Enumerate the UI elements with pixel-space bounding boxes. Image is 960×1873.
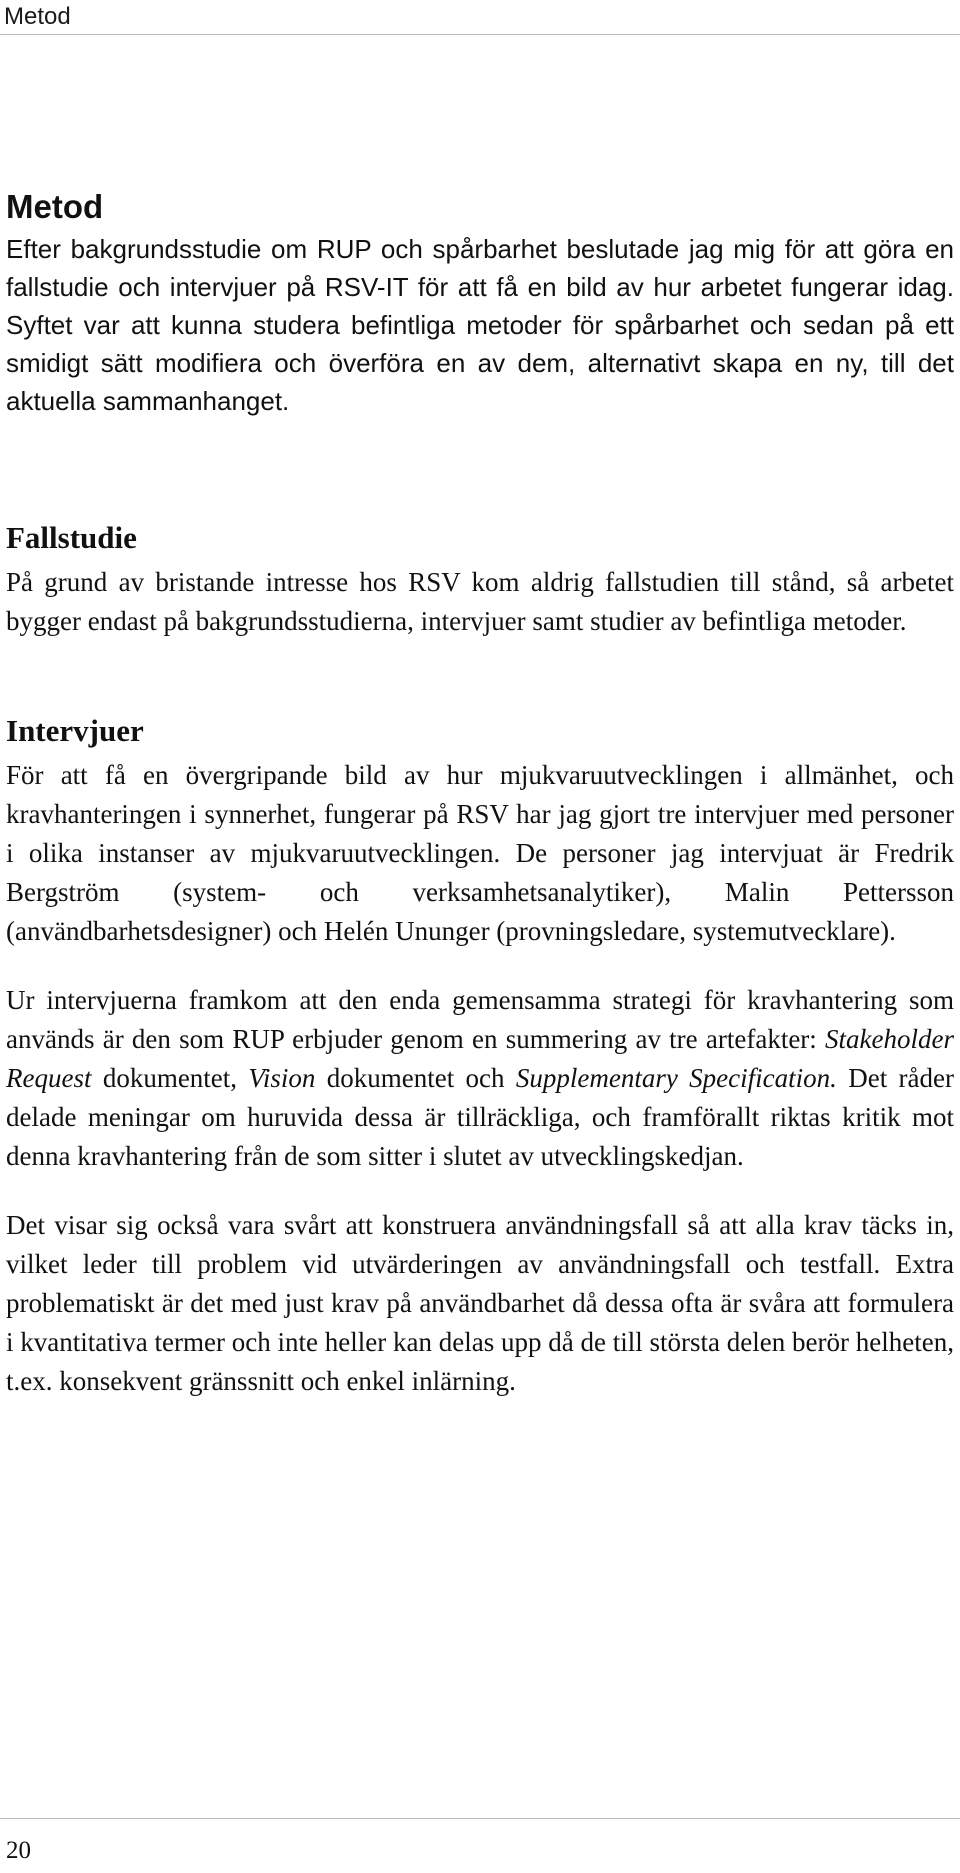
text-run: dokumentet, <box>91 1063 249 1093</box>
page-number: 20 <box>6 1837 31 1864</box>
paragraph-intervjuer-2 <box>6 981 954 1176</box>
document-body <box>6 187 954 1401</box>
running-header <box>0 0 960 35</box>
paragraph-metod: Efter bakgrundsstudie om RUP och spårbarhet beslutade jag mig för att göra en fallstudie och intervjuer på RSV-IT för att få en bild av hur arbetet fungerar idag. Syftet var att kunna studera befintliga metoder för spårbarhet och sedan på ett smidigt sätt modifiera och överföra en av dem, alternativt skapa en ny, till det aktuella sammanhanget. <box>6 234 954 416</box>
section-heading-intervjuer: Intervjuer <box>6 713 144 748</box>
section-heading-fallstudie: Fallstudie <box>6 520 137 555</box>
section-intervjuer <box>6 711 954 1401</box>
emphasized-term-vision: Vision <box>248 1063 316 1093</box>
section-spacer <box>6 420 954 518</box>
paragraph-spacer <box>6 1176 954 1206</box>
paragraph-intervjuer-3: Det visar sig också vara svårt att konstruera användningsfall så att alla krav täcks in, vilket leder till problem vid utvärderingen av användningsfall och testfall. Extra problematiskt är det med just krav på användbarhet då dessa ofta är svåra att formulera i kvantitativa termer och inte heller kan delas upp då de till största delen berör helheten, t.ex. konsekvent gränssnitt och enkel inlärning. <box>6 1210 954 1396</box>
section-heading-metod: Metod <box>6 188 104 225</box>
running-header-title: Metod <box>4 3 71 30</box>
emphasized-term-stakeholder-request: Stakeholder Request <box>6 1024 954 1093</box>
paragraph-intervjuer-1: För att få en övergripande bild av hur mjukvaruutvecklingen i allmänhet, och kravhanteringen i synnerhet, fungerar på RSV har jag gjort tre intervjuer med personer i olika instanser av mjukvaruutvecklingen. De personer jag intervjuat är Fredrik Bergström (system- och verksamhetsanalytiker), Malin Pettersson (användbarhetsdesigner) och Helén Ununger (provningsledare, systemutvecklare). <box>6 760 954 946</box>
paragraph-fallstudie: På grund av bristande intresse hos RSV kom aldrig fallstudien till stånd, så arbetet bygger endast på bakgrundsstudierna, intervjuer samt studier av befintliga metoder. <box>6 567 954 636</box>
section-fallstudie <box>6 518 954 641</box>
section-spacer <box>6 641 954 711</box>
emphasized-term-supplementary-specification: Supplementary Specification. <box>515 1063 837 1093</box>
page-footer <box>0 1818 960 1873</box>
paragraph-spacer <box>6 951 954 981</box>
text-run: dokumentet och <box>315 1063 516 1093</box>
text-run: Ur intervjuerna framkom att den enda gemensamma strategi för kravhantering som används är den som RUP erbjuder genom en summering av tre artefakter: <box>6 985 954 1054</box>
text-run: Det råder delade meningar om huruvida dessa är tillräckliga, och framförallt riktas kritik mot denna kravhantering från de som sitter i slutet av utvecklingskedjan. <box>6 1063 955 1171</box>
section-metod <box>6 187 954 420</box>
